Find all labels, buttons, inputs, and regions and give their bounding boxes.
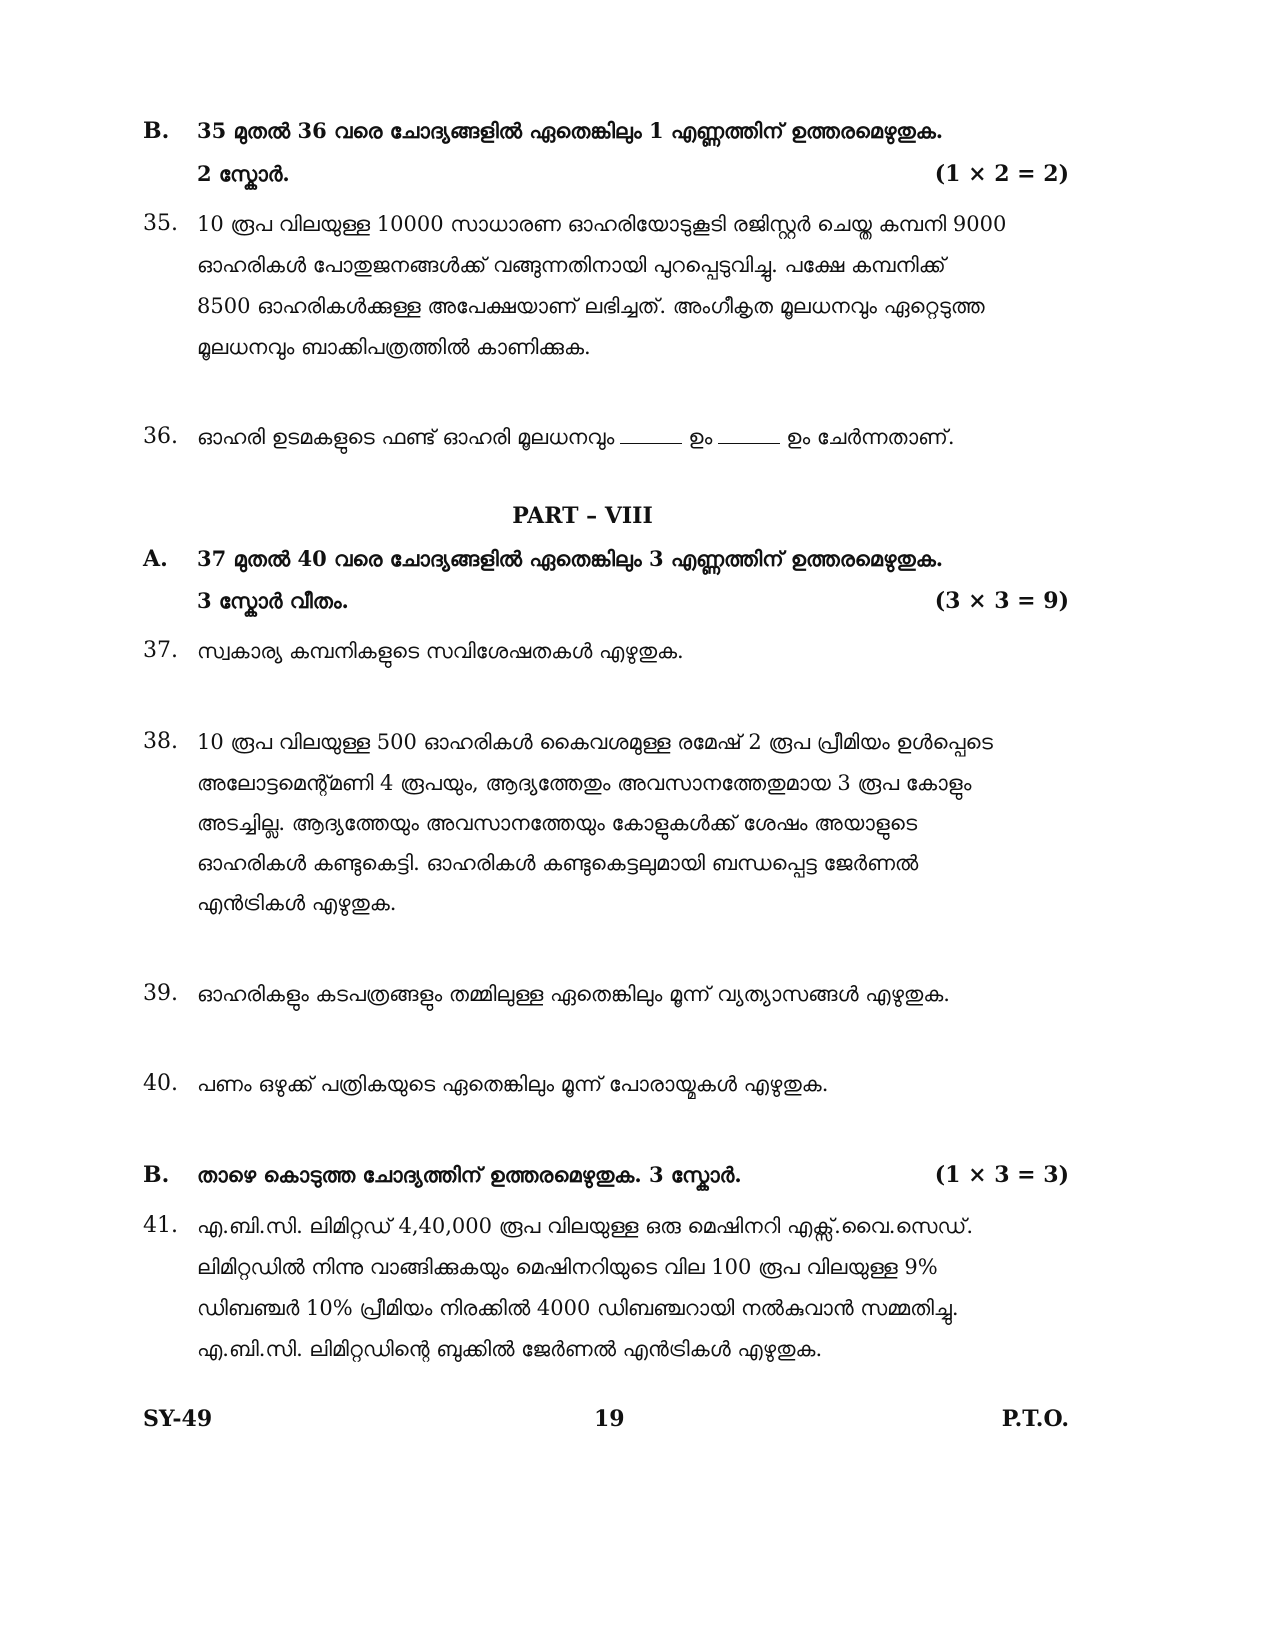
section-a-instruction: 37 മുതൽ 40 വരെ ചോദ്യങ്ങളിൽ ഏതെങ്കിലും 3 എണ്ണത്തിന് ഉത്തരമെഴുതുക.	[197, 546, 944, 571]
part-title: PART – VIII	[512, 503, 653, 529]
footer-pto: P.T.O.	[1001, 1406, 1069, 1432]
section-a-label: A.	[143, 546, 168, 572]
section-a-score: (3 × 3 = 9)	[934, 588, 1069, 614]
section-b-label: B.	[143, 118, 170, 144]
section-b2-instruction: താഴെ കൊടുത്ത ചോദ്യത്തിന് ഉത്തരമെഴുതുക. 3 സ്കോർ.	[197, 1162, 742, 1187]
section-b-score: (1 × 2 = 2)	[934, 161, 1069, 187]
question-36-blank-2	[718, 427, 780, 444]
question-38-line: എൻട്രികൾ എഴുതുക.	[197, 891, 397, 915]
question-37-number: 37.	[143, 638, 178, 663]
question-40-text: പണം ഒഴുക്ക് പത്രികയുടെ ഏതെങ്കിലും മൂന്ന് പോരായ്മകൾ എഴുതുക.	[197, 1072, 829, 1096]
question-35-number: 35.	[143, 211, 178, 236]
question-38-line: 10 രൂപ വിലയുള്ള 500 ഓഹരികൾ കൈവശമുള്ള രമേഷ് 2 രൂപ പ്രീമിയം ഉൾപ്പെടെ	[197, 730, 993, 754]
question-41-line: എ.ബി.സി. ലിമിറ്റഡ് 4,40,000 രൂപ വിലയുള്ള ഒരു മെഷിനറി എക്സ്.വൈ.സെഡ്.	[197, 1214, 974, 1238]
question-38-line: ഓഹരികൾ കണ്ടുകെട്ടി. ഓഹരികൾ കണ്ടുകെട്ടലുമായി ബന്ധപ്പെട്ട ജേർണൽ	[197, 851, 919, 875]
section-b-instruction: 35 മുതൽ 36 വരെ ചോദ്യങ്ങളിൽ ഏതെങ്കിലും 1 എണ്ണത്തിന് ഉത്തരമെഴുതുക.	[197, 118, 944, 143]
question-37-text: സ്വകാര്യ കമ്പനികളുടെ സവിശേഷതകൾ എഴുതുക.	[197, 639, 684, 663]
question-38-line: അലോട്ടമെന്റ്മണി 4 രൂപയും, ആദ്യത്തേതും അവസാനത്തേതുമായ 3 രൂപ കോളും	[197, 771, 972, 795]
section-b-score-text: 2 സ്കോർ.	[197, 161, 290, 186]
question-36-text	[197, 423, 955, 451]
section-b2-score: (1 × 3 = 3)	[934, 1162, 1069, 1188]
question-41-number: 41.	[143, 1213, 178, 1238]
question-35-line: ഓഹരികൾ പോതുജനങ്ങൾക്ക് വങ്ങുന്നതിനായി പുറപ്പെടുവിച്ചു. പക്ഷേ കമ്പനിക്ക്	[197, 253, 946, 277]
question-41-line: എ.ബി.സി. ലിമിറ്റഡിന്റെ ബുക്കിൽ ജേർണൽ എൻട്രികൾ എഴുതുക.	[197, 1337, 823, 1361]
question-41-line: ഡിബഞ്ചർ 10% പ്രീമിയം നിരക്കിൽ 4000 ഡിബഞ്ചറായി നൽകുവാൻ സമ്മതിച്ചു.	[197, 1296, 959, 1320]
question-36-part1: ഓഹരി ഉടമകളുടെ ഫണ്ട് ഓഹരി മൂലധനവും	[197, 425, 615, 449]
footer-page-number: 19	[594, 1406, 625, 1432]
section-b2-label: B.	[143, 1162, 170, 1188]
question-35-line: 10 രൂപ വിലയുള്ള 10000 സാധാരണ ഓഹരിയോടുകൂടി രജിസ്റ്റർ ചെയ്ത കമ്പനി 9000	[197, 212, 1007, 236]
question-39-text: ഓഹരികളും കടപത്രങ്ങളും തമ്മിലുള്ള ഏതെങ്കിലും മൂന്ന് വ്യത്യാസങ്ങൾ എഴുതുക.	[197, 982, 950, 1006]
question-39-number: 39.	[143, 981, 178, 1006]
question-38-number: 38.	[143, 729, 178, 754]
question-35-line: 8500 ഓഹരികൾക്കുള്ള അപേക്ഷയാണ് ലഭിച്ചത്. അംഗീകൃത മൂലധനവും ഏറ്റെടുത്ത	[197, 294, 985, 318]
question-35-line: മൂലധനവും ബാക്കിപത്രത്തിൽ കാണിക്കുക.	[197, 335, 591, 359]
question-41-line: ലിമിറ്റഡിൽ നിന്നു വാങ്ങിക്കുകയും മെഷിനറിയുടെ വില 100 രൂപ വിലയുള്ള 9%	[197, 1255, 938, 1279]
section-a-score-text: 3 സ്കോർ വീതം.	[197, 588, 349, 613]
question-38-line: അടച്ചില്ല. ആദ്യത്തേയും അവസാനത്തേയും കോളുകൾക്ക് ശേഷം അയാളുടെ	[197, 811, 918, 835]
question-36-blank-1	[620, 427, 682, 444]
question-36-part2: ഉം	[688, 425, 713, 449]
question-36-part3: ഉം ചേർന്നതാണ്.	[786, 425, 955, 449]
question-40-number: 40.	[143, 1071, 178, 1096]
footer-code: SY-49	[143, 1406, 213, 1432]
question-36-number: 36.	[143, 424, 178, 449]
